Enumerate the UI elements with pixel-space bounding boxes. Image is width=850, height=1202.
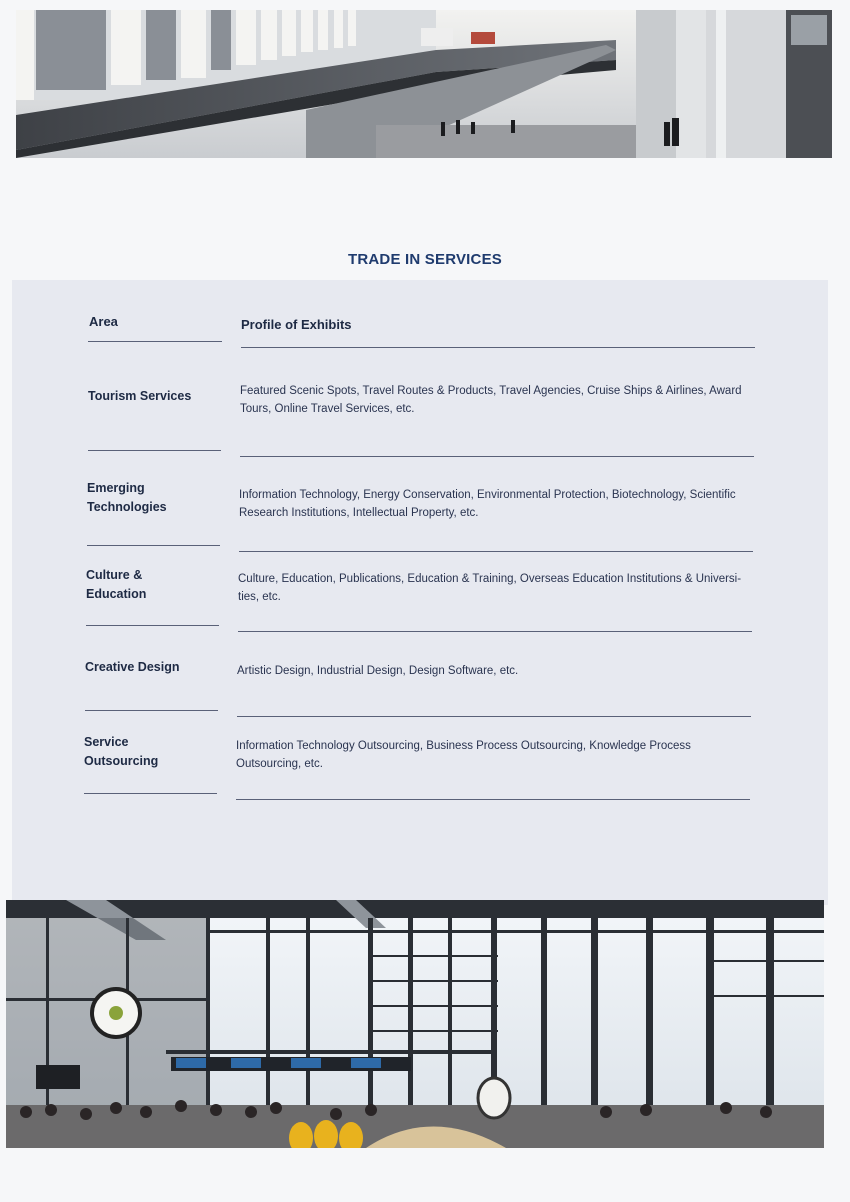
profile-emerging-technologies: Information Technology, Energy Conservation, Environmental Protection, Biotechnology, Scientific Research Institutions, Intellectual Property, etc.	[239, 489, 736, 519]
top-architecture-photo	[16, 10, 832, 158]
divider	[236, 799, 750, 800]
profile-culture-education: Culture, Education, Publications, Education & Training, Overseas Education Institutions & Universi- ties, etc.	[238, 573, 742, 603]
page-title: TRADE IN SERVICES	[348, 251, 502, 268]
area-culture-education: Culture & Education	[86, 568, 147, 601]
profile-service-outsourcing: Information Technology Outsourcing, Business Process Outsourcing, Knowledge Process Outsourcing, etc.	[236, 740, 691, 770]
profile-creative-design: Artistic Design, Industrial Design, Design Software, etc.	[237, 665, 519, 677]
header-profile: Profile of Exhibits	[241, 317, 352, 332]
header-area: Area	[89, 314, 118, 329]
bottom-hall-photo	[6, 900, 824, 1148]
divider	[85, 710, 218, 711]
divider	[84, 793, 217, 794]
divider	[240, 456, 754, 457]
area-creative-design: Creative Design	[85, 660, 180, 674]
divider	[86, 625, 219, 626]
divider	[238, 631, 752, 632]
divider	[241, 347, 755, 348]
divider	[88, 450, 221, 451]
profile-tourism-services: Featured Scenic Spots, Travel Routes & Products, Travel Agencies, Cruise Ships & Airlines, Award Tours, Online Travel Services, etc.	[240, 385, 742, 415]
exhibits-table	[12, 280, 828, 905]
divider	[88, 341, 222, 342]
area-service-outsourcing: Service Outsourcing	[84, 735, 159, 768]
divider	[237, 716, 751, 717]
divider	[239, 551, 753, 552]
divider	[87, 545, 220, 546]
area-tourism-services: Tourism Services	[88, 389, 192, 403]
area-emerging-technologies: Emerging Technologies	[87, 481, 167, 514]
